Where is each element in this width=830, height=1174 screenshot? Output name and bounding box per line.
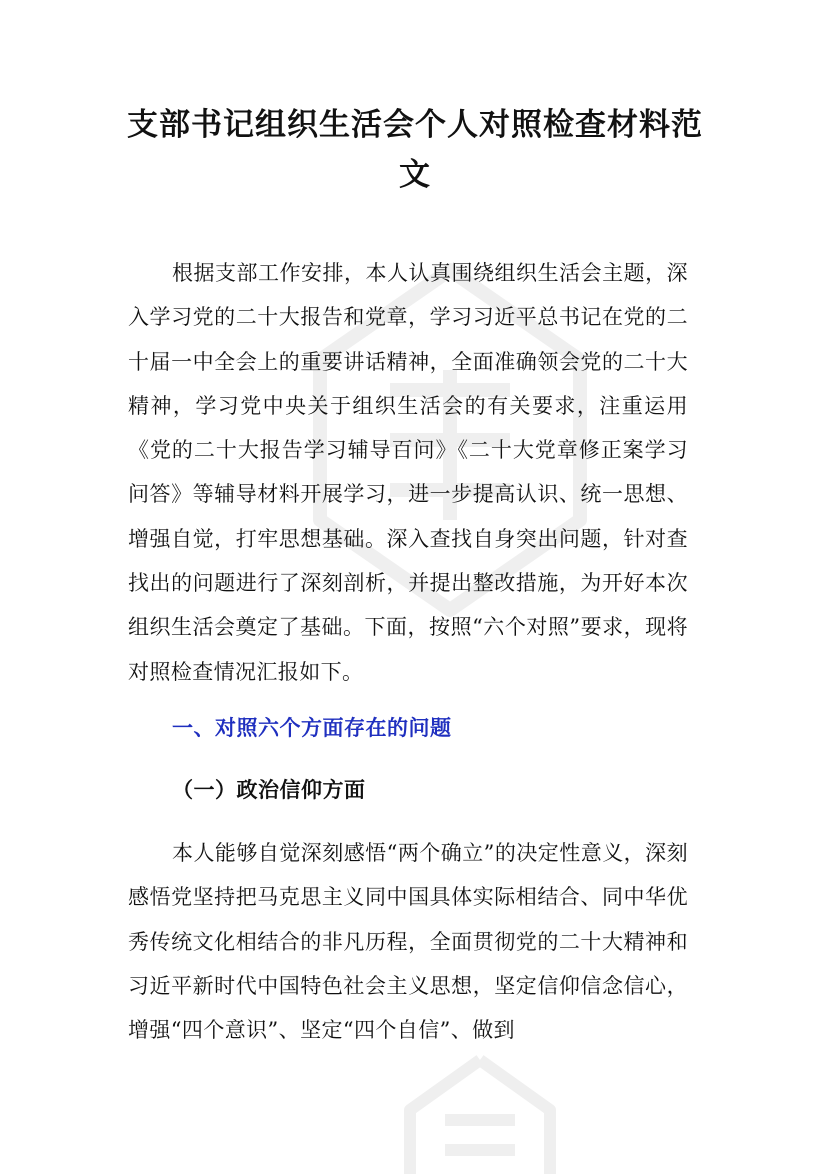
- page-title: 支部书记组织生活会个人对照检查材料范文: [127, 107, 703, 193]
- section-heading: 一、对照六个方面存在的问题: [172, 716, 452, 740]
- subsection-heading: （一）政治信仰方面: [172, 778, 366, 802]
- watermark-logo-bottom: [400, 1040, 560, 1174]
- body-paragraph: 本人能够自觉深刻感悟“两个确立”的决定性意义，深刻感悟党坚持把马克思主义同中国具体实际相结合、同中华优秀传统文化相结合的非凡历程，全面贯彻党的二十大精神和习近平新时代中国特色社会主义思想，坚定信仰信念信心，增强“四个意识”、坚定“四个自信”、做到: [128, 841, 688, 1043]
- intro-paragraph: 根据支部工作安排，本人认真围绕组织生活会主题，深入学习党的二十大报告和党章，学习习近平总书记在党的二十届一中全会上的重要讲话精神，全面准确领会党的二十大精神，学习党中央关于组织生活会的有关要求，注重运用《党的二十大报告学习辅导百问》《二十大党章修正案学习问答》等辅导材料开展学习，进一步提高认识、统一思想、增强自觉，打牢思想基础。深入查找自身突出问题，针对查找出的问题进行了深刻剖析，并提出整改措施，为开好本次组织生活会奠定了基础。下面，按照“六个对照”要求，现将对照检查情况汇报如下。: [128, 261, 688, 684]
